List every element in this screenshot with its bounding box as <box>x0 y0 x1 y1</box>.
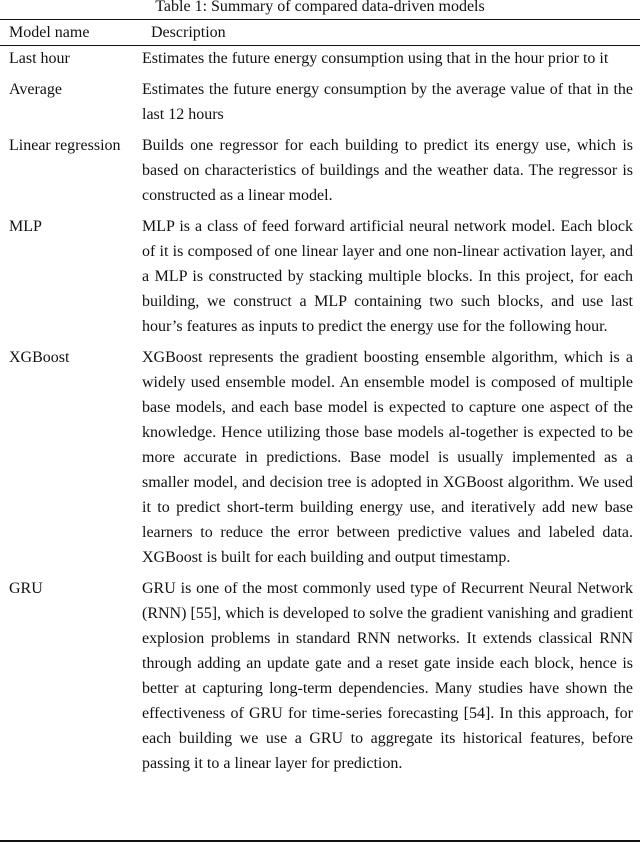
model-name-cell: GRU <box>9 580 43 597</box>
description-cell: GRU is one of the most commonly used type of Recurrent Neural Network (RNN) [55], which is developed to solve the gradient vanishing and gradient explosion problems in standard RNN networks. It extends classical RNN through adding an update gate and a reset gate inside each block, hence is better at capturing long-term dependencies. Many studies have shown the effectiveness of GRU for time-series forecasting [54]. In this approach, for each building we use a GRU to aggregate its historical features, before passing it to a linear layer for prediction. <box>142 580 633 772</box>
table-row <box>0 133 640 208</box>
table-row <box>0 576 640 776</box>
table-bottom-rule <box>0 840 640 842</box>
model-name-cell: XGBoost <box>9 349 70 366</box>
header-model-name: Model name <box>9 24 90 41</box>
table-row <box>0 46 640 71</box>
model-name-cell: Linear regression <box>9 137 121 154</box>
model-name-cell: MLP <box>9 218 42 235</box>
table-row <box>0 214 640 339</box>
description-cell: Builds one regressor for each building to predict its energy use, which is based on characteristics of buildings and the weather data. The regressor is constructed as a linear model. <box>142 137 633 204</box>
header-description: Description <box>151 24 226 41</box>
description-cell: Estimates the future energy consumption using that in the hour prior to it <box>142 50 609 67</box>
description-cell: Estimates the future energy consumption by the average value of that in the last 12 hours <box>142 81 633 123</box>
table-body <box>0 46 640 776</box>
table-caption: Table 1: Summary of compared data-driven models <box>155 0 485 15</box>
model-name-cell: Average <box>9 81 62 98</box>
table-row <box>0 77 640 127</box>
description-cell: MLP is a class of feed forward artificial neural network model. Each block of it is composed of one linear layer and one non-linear activation layer, and a MLP is constructed by stacking multiple blocks. In this project, for each building, we construct a MLP containing two such blocks, and use last hour’s features as inputs to predict the energy use for the following hour. <box>142 218 633 335</box>
table-top-rule <box>0 19 640 20</box>
description-cell: XGBoost represents the gradient boosting ensemble algorithm, which is a widely used ensemble model. An ensemble model is composed of multiple base models, and each base model is expected to capture one aspect of the knowledge. Hence utilizing those base models al-together is expected to be more accurate in predictions. Base model is usually implemented as a smaller model, and decision tree is adopted in XGBoost algorithm. We used it to predict short-term building energy use, and iteratively add new base learners to reduce the error between predictive values and labeled data. XGBoost is built for each building and output timestamp. <box>142 349 633 566</box>
model-name-cell: Last hour <box>9 50 70 67</box>
table-row <box>0 345 640 570</box>
